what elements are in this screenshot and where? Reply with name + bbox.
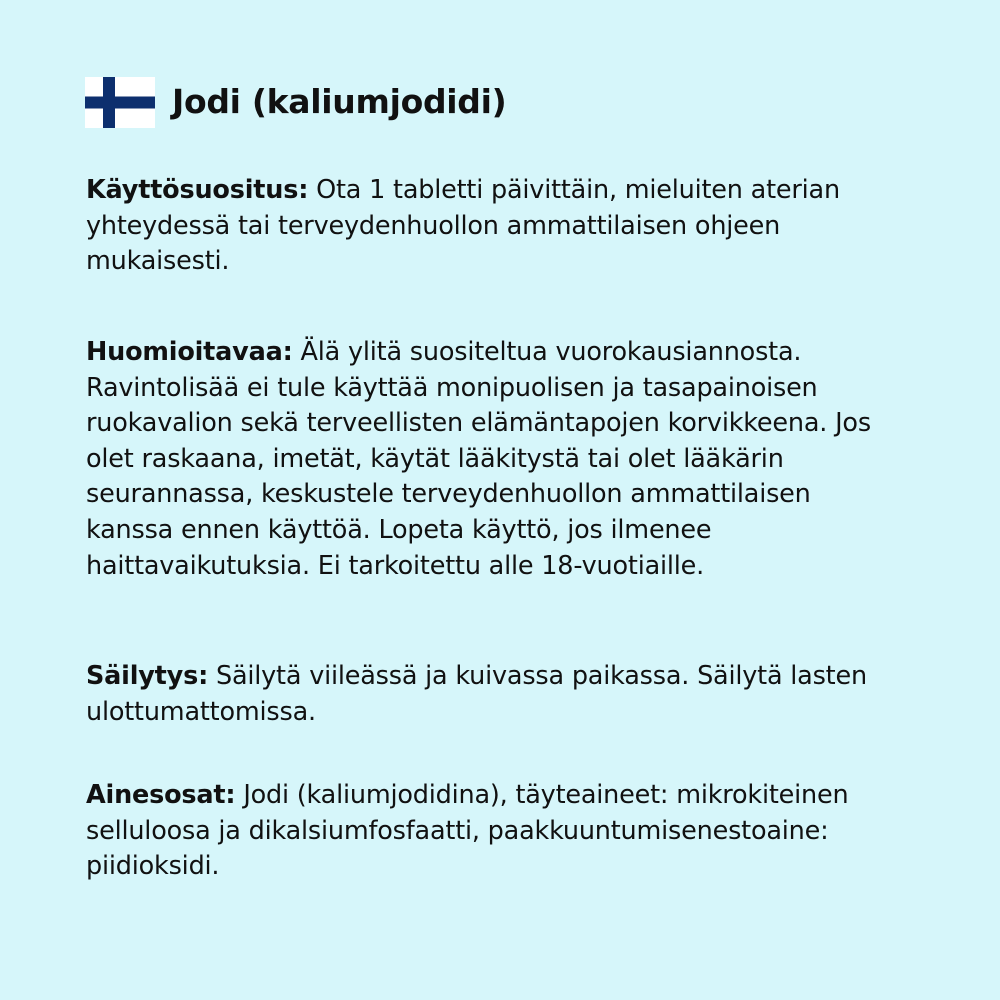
usage-section [86, 173, 886, 280]
ingredients-label: Ainesosat: [86, 780, 236, 810]
notes-text: Älä ylitä suositeltua vuorokausiannosta. Ravintolisää ei tule käyttää monipuolisen ja tasapainoisen ruokavalion sekä terveellisten elämäntapojen korvikkeena. Jos olet raskaana, imetät, käytät lääkitystä tai olet lääkärin seurannassa, keskustele terveydenhuollon ammattilaisen kanssa ennen käyttöä. Lopeta käyttö, jos ilmenee haittavaikutuksia. Ei tarkoitettu alle 18-vuotiaille. [86, 337, 871, 581]
storage-section [86, 659, 886, 730]
notes-section [86, 335, 886, 584]
storage-text: Säilytä viileässä ja kuivassa paikassa. Säilytä lasten ulottumattomissa. [86, 661, 867, 727]
usage-text: Ota 1 tabletti päivittäin, mieluiten aterian yhteydessä tai terveydenhuollon ammattilaisen ohjeen mukaisesti. [86, 175, 840, 277]
finland-flag-icon [85, 77, 155, 128]
ingredients-section [86, 778, 886, 885]
storage-label: Säilytys: [86, 661, 209, 691]
usage-label: Käyttösuositus: [86, 175, 309, 205]
notes-label: Huomioitavaa: [86, 337, 293, 367]
header [85, 76, 506, 128]
page-title: Jodi (kaliumjodidi) [172, 82, 507, 121]
ingredients-text: Jodi (kaliumjodidina), täyteaineet: mikrokiteinen selluloosa ja dikalsiumfosfaatti, paakkuuntumisenestoaine: piidioksidi. [86, 780, 849, 882]
